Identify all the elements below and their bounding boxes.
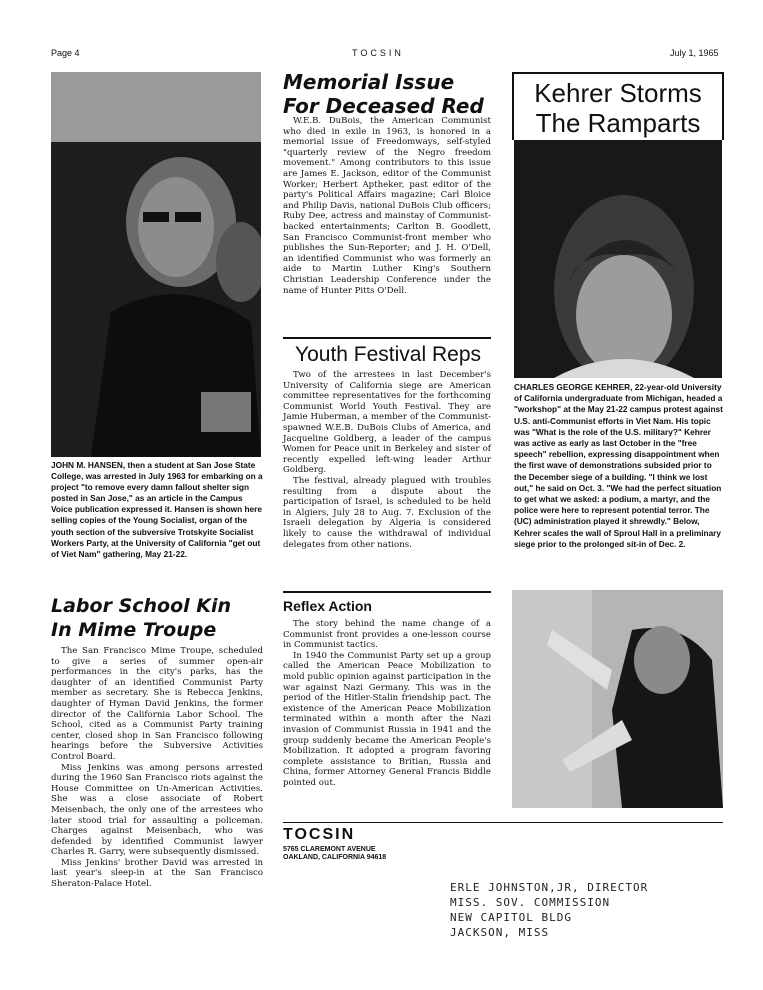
masthead-title: TOCSIN <box>283 826 356 843</box>
masthead-street: 5765 CLAREMONT AVENUE <box>283 846 376 853</box>
labor-school-headline <box>51 594 263 642</box>
reflex-action-article <box>283 619 491 789</box>
headline-line: Labor School Kin <box>51 595 232 617</box>
running-title: TOCSIN <box>352 48 404 58</box>
masthead-city: OAKLAND, CALIFORNIA 94618 <box>283 854 387 861</box>
masthead <box>283 826 386 861</box>
issue-date: July 1, 1965 <box>670 48 719 58</box>
memorial-article <box>283 116 491 296</box>
headline-line: For Deceased Red <box>283 94 484 118</box>
hansen-photo <box>51 72 261 457</box>
youth-festival-article <box>283 370 491 550</box>
paragraph: Two of the arrestees in last December's University of California siege are American committee representatives for the forthcoming Communist World Youth Festival. They are Jamie Huberman, a member of the Communist-spawned W.E.B. DuBois Clubs of America, and Jacqueline Goldberg, a leader of the campus Women for Peace unit in Berkeley and sister of recently expelled left-wing leader Arthur Goldberg. <box>283 370 491 476</box>
kehrer-caption: CHARLES GEORGE KEHRER, 22-year-old University of California undergraduate from Michigan, headed a "workshop" at the May 21-22 campus protest against U.S. anti-Communist efforts in Viet Nam. His topic was "What is the role of the U.S. military?" Kehrer was active as early as last October in the "free speech" rebellion, expressing disappointment when the first wave of demonstrations subsided prior to the December siege of a building. "I think we lost out," he said on Oct. 3. "We had the perfect situation to get what we asked: a podium, a martyr, and the police were here to represent potential terror. The (UC) administration played it shrewdly." Below, Kehrer scales the wall of Sproul Hall in a preliminary siege prior to the prolonged sit-in of Dec. 2. <box>514 382 723 549</box>
paragraph: The story behind the name change of a Communist front provides a one-lesson course in Communist tactics. <box>283 619 491 651</box>
labor-school-article <box>51 646 263 890</box>
paragraph: Miss Jenkins was among persons arrested during the 1960 San Francisco riots against the House Committee on Un-American Activities. She was a close associate of Robert Meisenbach, the only one of the arrestees who later stood trial for assaulting a policeman. Charges against Meisenbach, who was defended by identified Communist lawyer Charles R. Garry, were subsequently dismissed. <box>51 762 263 858</box>
address-line: JACKSON, MISS <box>450 926 550 939</box>
headline-line: Kehrer Storms <box>534 78 702 108</box>
paragraph: The festival, already plagued with troubles resulting from a dispute about the participation of Israel, is scheduled to be held in Algiers, July 28 to Aug. 7. Exclusion of the Israeli delegation by Algeria is considered likely to cause the withdrawal of individual delegates from other nations. <box>283 475 491 550</box>
mailing-address-label <box>450 880 648 940</box>
headline-line: In Mime Troupe <box>51 619 217 641</box>
photo-young-man-portrait-icon <box>514 140 722 378</box>
divider <box>283 591 491 593</box>
hansen-caption: JOHN M. HANSEN, then a student at San Jose State College, was arrested in July 1963 for embarking on a project "to remove every damn fallout shelter sign posted in San Jose," as an article in the Campus Voice publication expressed it. Hansen is shown here selling copies of the Young Socialist, organ of the youth section of the subversive Trotskyite Socialist Workers Party, at the University of California "get out of Viet Nam" gathering, May 21-22. <box>51 460 263 559</box>
kehrer-headline <box>514 78 722 138</box>
divider <box>283 337 491 339</box>
paragraph: Miss Jenkins' brother David was arrested in last year's sleep-in at the San Francisco Sheraton-Palace Hotel. <box>51 857 263 890</box>
memorial-headline <box>283 70 498 118</box>
headline-line: Memorial Issue <box>283 70 455 94</box>
masthead-rule <box>283 822 723 823</box>
address-line: ERLE JOHNSTON,JR, DIRECTOR <box>450 881 649 894</box>
address-line: NEW CAPITOL BLDG <box>450 911 572 924</box>
paragraph: In 1940 the Communist Party set up a group called the American Peace Mobilization to mold public opinion against participation in the war against Nazi Germany. This was in the period of the Hitler-Stalin friendship pact. The existence of the American Peace Mobilization terminated within a month after the Nazi invasion of Communist Russia in 1941 and the group suddenly became the American People's Mobilization. It adopted a program favoring complete assistance to Britian, Russia and China, former Attorney General Francis Biddle pointed out. <box>283 650 491 788</box>
photo-man-scaling-wall-icon <box>512 590 723 808</box>
headline-line: The Ramparts <box>535 108 701 138</box>
kehrer-wall-photo <box>512 590 723 808</box>
kehrer-portrait-photo <box>514 140 722 378</box>
address-line: MISS. SOV. COMMISSION <box>450 896 611 909</box>
photo-man-with-glasses-icon <box>51 72 261 457</box>
paragraph: The San Francisco Mime Troupe, scheduled to give a series of summer open-air performances in the city's parks, has the daughter of an identified Communist Party member as secretary. She is Rebecca Jenkins, daughter of Hyman David Jenkins, the former director of the California Labor School. The School, cited as a Communist Party training center, closed shop in San Francisco following hearings before the Subversive Activities Control Board. <box>51 646 263 762</box>
kehrer-headline-box <box>512 72 724 140</box>
paragraph: W.E.B. DuBois, the American Communist who died in exile in 1963, is honored in a memorial issue of Freedomways, self-styled "quarterly review of the Negro freedom movement." Among contributors to this issue are James E. Jackson, editor of the Communist Worker; Herbert Aptheker, past editor of the party's Political Affairs magazine; Carl Bloice and Philip Davis, national DuBois Club officers; Ruby Dee, actress and mainstay of Communist-backed entertainments; Carlton B. Goodlett, San Francisco Communist-front member who publishes the Sun-Reporter; and J. H. O'Dell, an identified Communist who was formerly an aide to Martin Luther King's Southern Christian Leadership Conference under the name of Hunter Pitts O'Dell. <box>283 116 491 296</box>
youth-festival-headline: Youth Festival Reps <box>295 343 481 366</box>
page-number: Page 4 <box>51 48 80 58</box>
reflex-action-headline: Reflex Action <box>283 598 372 614</box>
